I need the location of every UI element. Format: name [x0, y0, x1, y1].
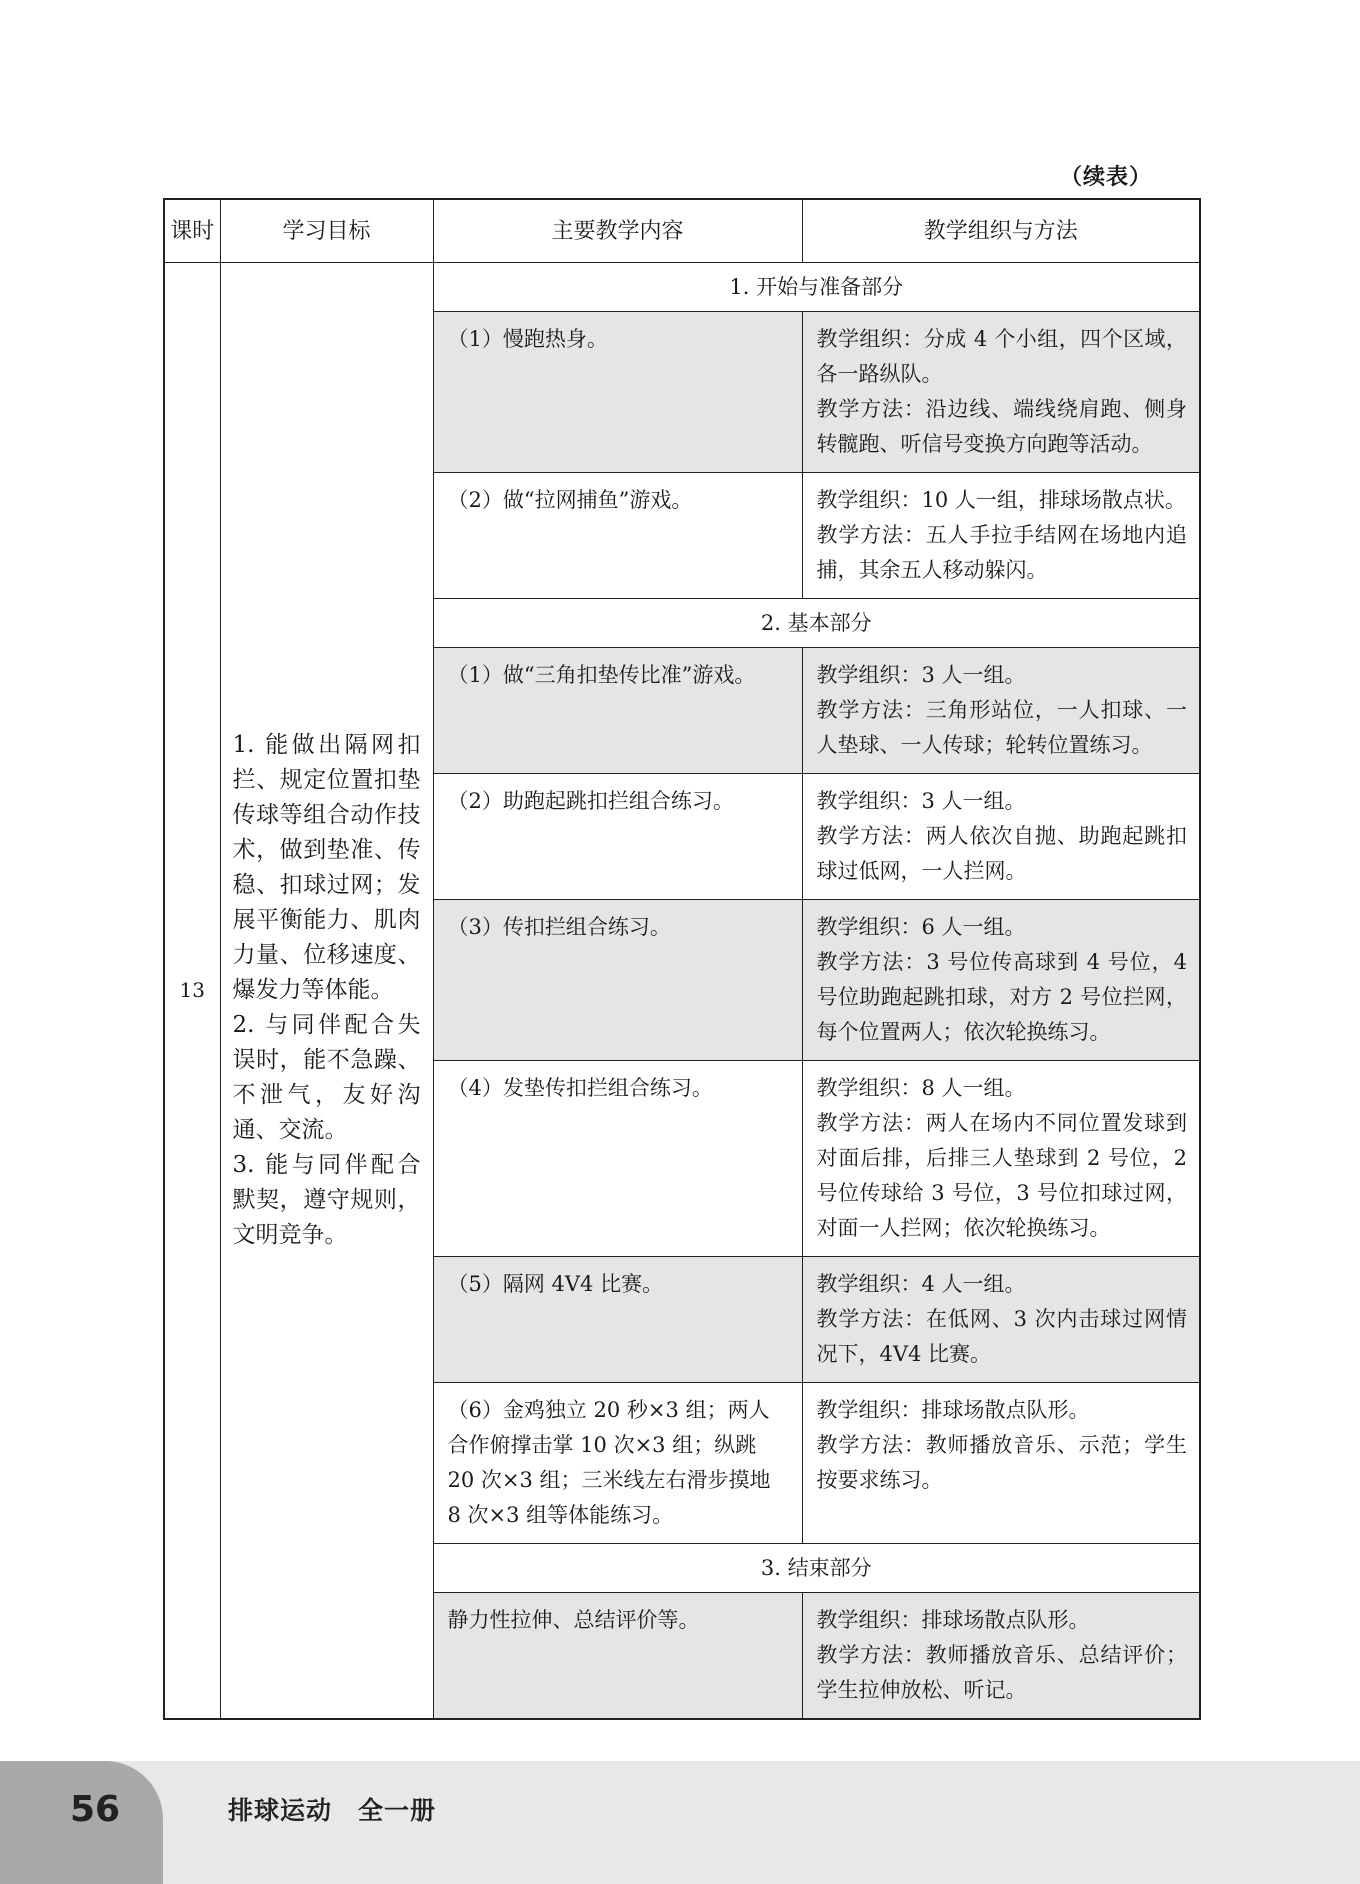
section-title: 3. 结束部分: [433, 1544, 1200, 1593]
method-text: 教学方法：三角形站位，一人扣球、一人垫球、一人传球；轮转位置练习。: [816, 698, 1187, 757]
content-cell: （4）发垫传扣拦组合练习。: [433, 1061, 802, 1257]
method-cell: [802, 648, 1200, 774]
method-cell: [802, 1593, 1200, 1720]
section-title: 1. 开始与准备部分: [433, 263, 1200, 312]
org-text: 教学组织：排球场散点队形。: [816, 1608, 1090, 1632]
method-text: 教学方法：两人在场内不同位置发球到对面后排，后排三人垫球到 2 号位，2 号位传球给 3 号位，3 号位扣球过网，对面一人拦网；依次轮换练习。: [816, 1111, 1187, 1240]
content-cell: （6）金鸡独立 20 秒×3 组；两人合作俯撑击掌 10 次×3 组；纵跳 20 次×3 组；三米线左右滑步摸地 8 次×3 组等体能练习。: [433, 1383, 802, 1544]
book-title: 排球运动 全一册: [228, 1796, 437, 1825]
method-cell: [802, 1257, 1200, 1383]
method-cell: [802, 1061, 1200, 1257]
header-period: 课时: [164, 199, 220, 263]
content-cell: （1）做“三角扣垫传比准”游戏。: [433, 648, 802, 774]
method-text: 教学方法：五人手拉手结网在场地内追捕，其余五人移动躲闪。: [816, 523, 1187, 582]
header-goals: 学习目标: [220, 199, 433, 263]
period-cell: 13: [164, 263, 220, 1720]
content-cell: （2）做“拉网捕鱼”游戏。: [433, 473, 802, 599]
method-cell: [802, 900, 1200, 1061]
content-cell: （5）隔网 4V4 比赛。: [433, 1257, 802, 1383]
content-cell: （1）慢跑热身。: [433, 312, 802, 473]
content-cell: 静力性拉伸、总结评价等。: [433, 1593, 802, 1720]
content-cell: （3）传扣拦组合练习。: [433, 900, 802, 1061]
goals-cell: [220, 263, 433, 1720]
page-number-tab: [0, 1761, 163, 1884]
table-header-row: [164, 199, 1200, 263]
method-text: 教学方法：沿边线、端线绕肩跑、侧身转髋跑、听信号变换方向跑等活动。: [816, 397, 1187, 456]
method-cell: [802, 312, 1200, 473]
method-text: 教学方法：教师播放音乐、总结评价；学生拉伸放松、听记。: [816, 1643, 1187, 1702]
org-text: 教学组织：排球场散点队形。: [816, 1398, 1090, 1422]
method-text: 教学方法：3 号位传高球到 4 号位，4 号位助跑起跳扣球，对方 2 号位拦网，每个位置两人；依次轮换练习。: [816, 950, 1187, 1044]
content-cell: （2）助跑起跳扣拦组合练习。: [433, 774, 802, 900]
org-text: 教学组织：3 人一组。: [816, 789, 1026, 813]
method-text: 教学方法：教师播放音乐、示范；学生按要求练习。: [816, 1433, 1187, 1492]
section-title: 2. 基本部分: [433, 599, 1200, 648]
lesson-plan-table: [163, 198, 1201, 1720]
header-method: 教学组织与方法: [802, 199, 1200, 263]
method-cell: [802, 774, 1200, 900]
section-row: [164, 263, 1200, 312]
org-text: 教学组织：4 人一组。: [816, 1272, 1026, 1296]
org-text: 教学组织：8 人一组。: [816, 1076, 1026, 1100]
method-cell: [802, 473, 1200, 599]
page-footer: [0, 1761, 1360, 1884]
method-text: 教学方法：在低网、3 次内击球过网情况下，4V4 比赛。: [816, 1307, 1187, 1366]
goal-item: 3. 能与同伴配合默契，遵守规则，文明竞争。: [232, 1152, 421, 1248]
org-text: 教学组织：6 人一组。: [816, 915, 1026, 939]
org-text: 教学组织：分成 4 个小组，四个区域，各一路纵队。: [816, 327, 1187, 386]
header-content: 主要教学内容: [433, 199, 802, 263]
page-number: 56: [70, 1789, 121, 1830]
goal-item: 2. 与同伴配合失误时，能不急躁、不泄气，友好沟通、交流。: [232, 1012, 421, 1143]
org-text: 教学组织：10 人一组，排球场散点状。: [816, 488, 1186, 512]
continued-label: （续表）: [1059, 165, 1152, 190]
method-cell: [802, 1383, 1200, 1544]
goal-item: 1. 能做出隔网扣拦、规定位置扣垫传球等组合动作技术，做到垫准、传稳、扣球过网；发展平衡能力、肌肉力量、位移速度、爆发力等体能。: [232, 732, 421, 1003]
method-text: 教学方法：两人依次自抛、助跑起跳扣球过低网，一人拦网。: [816, 824, 1187, 883]
org-text: 教学组织：3 人一组。: [816, 663, 1026, 687]
